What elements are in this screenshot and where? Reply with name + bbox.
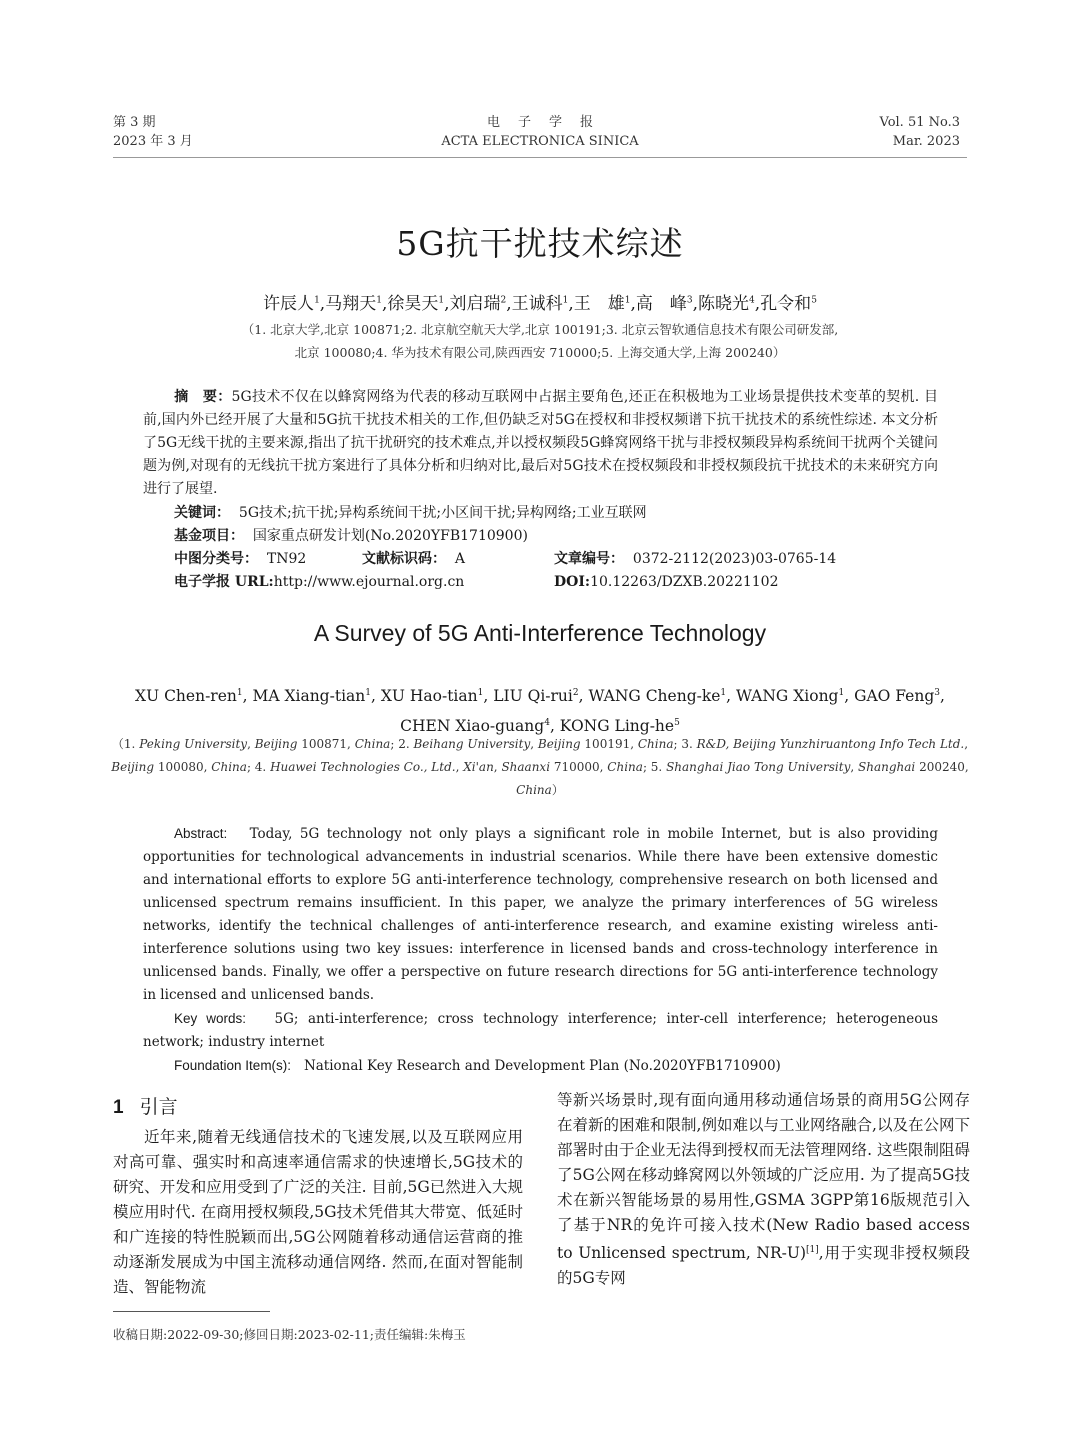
fund-label-en: Foundation Item(s):: [174, 1058, 292, 1073]
author-cn: [263, 294, 320, 314]
issue-date: 2023 年 3 月: [113, 134, 193, 149]
author-name: 王诚科: [511, 294, 563, 314]
author-name: 许辰人: [263, 294, 315, 314]
abstract-label-cn: 摘 要：: [174, 389, 232, 405]
abstract-cn: [143, 386, 938, 501]
author-cn: [449, 294, 506, 314]
affiliation-marker: 1: [477, 688, 484, 698]
section-title: 引言: [139, 1097, 178, 1118]
body-right-tail: ,用于实现非授权频段的5G专网: [557, 1244, 970, 1288]
fund-cn: [174, 525, 934, 548]
affiliations-cn: [0, 318, 1080, 364]
author-name: GAO Feng: [854, 687, 935, 706]
author-name: XU Chen-ren: [135, 687, 237, 706]
url-doi-row: [174, 571, 934, 594]
url-link[interactable]: http://www.ejournal.org.cn: [273, 574, 465, 590]
author-cn: [760, 294, 817, 314]
author-en: [493, 687, 578, 705]
fund-en: [143, 1054, 938, 1078]
article-no-value: 0372-2112(2023)03-0765-14: [632, 551, 837, 567]
affiliation-line: （1. 北京大学,北京 100871;2. 北京航空航天大学,北京 100191;3. 北京云智软通信息技术有限公司研发部,: [241, 322, 839, 337]
fund-text-en: National Key Research and Development Plan (No.2020YFB1710900): [303, 1058, 781, 1074]
issue-date-en: Mar. 2023: [892, 134, 960, 149]
author-cn: [387, 294, 444, 314]
keywords-label-en: Key words:: [174, 1011, 246, 1026]
author-en: [135, 687, 243, 705]
author-en: [252, 687, 371, 705]
author-cn: [512, 294, 569, 314]
body-column-left: 近年来,随着无线通信技术的飞速发展,以及互联网应用对高可靠、强实时和高速率通信需求的快速增长,5G技术的研究、开发和应用受到了广泛的关注. 目前,5G已然进入大规模应用时代. 在商用授权频段,5G技术凭借其大带宽、低延时和广连接的特性脱颖而出,5G公网随着移动通信运营商的推动逐渐发展成为中国主流移动通信网络. 然而,在面对智能制造、智能物流: [113, 1128, 523, 1296]
affiliation-marker: 2: [500, 295, 507, 306]
affiliation-marker: 1: [624, 295, 631, 306]
volume-number: Vol. 51 No.3: [879, 115, 960, 130]
affiliation-marker: 3: [686, 295, 693, 306]
keywords-en: [143, 1007, 938, 1054]
journal-name-en: ACTA ELECTRONICA SINICA: [441, 134, 639, 149]
affiliation-marker: 5: [811, 295, 817, 306]
doc-code-value: A: [454, 551, 466, 567]
affiliation-marker: 1: [236, 688, 243, 698]
keywords-text-en: 5G; anti-interference; cross technology interference; inter-cell interference; heterogeneous network; industry internet: [143, 1011, 938, 1050]
abstract-label-en: Abstract:: [174, 826, 228, 841]
affiliations-en: （1. Peking University, Beijing 100871, China; 2. Beihang University, Beijing 100191, China; 3. R&D, Beijing Yunzhiruantong Info Tech Ltd., Beijing 100080, China; 4. Huawei Technologies Co., Ltd., Xi'an, Shaanxi 710000, China; 5. Shanghai Jiao Tong University, Shanghai 200240, China）: [111, 737, 969, 797]
affiliation-marker: 1: [720, 688, 727, 698]
paper-title-cn: 5G抗干扰技术综述: [396, 224, 684, 263]
author-name: LIU Qi-rui: [493, 687, 573, 706]
author-name: 刘启瑞: [449, 294, 501, 314]
author-cn: [636, 294, 693, 314]
doi-label: DOI:: [554, 574, 591, 590]
fund-text-cn: 国家重点研发计划(No.2020YFB1710900): [252, 528, 528, 544]
header-rule: [113, 157, 967, 158]
affiliation-marker: 3: [934, 688, 940, 698]
author-cn: [574, 294, 631, 314]
running-header-right: [880, 113, 961, 151]
clc-label: 中图分类号：: [174, 551, 258, 567]
affiliation-marker: 1: [314, 295, 320, 306]
body-right-text: 等新兴场景时,现有面向通用移动通信场景的商用5G公网存在着新的困难和限制,例如难以与工业网络融合,以及在公网下部署时由于企业无法得到授权而无法管理网络. 这些限制阻碍了5G公网在移动蜂窝网以外领域的广泛应用. 为了提高5G技术在新兴智能场景的易用性,GSMA 3GPP第16版规范引入了基于NR的免许可接入技术(New Radio based access to Unlicensed spectrum, NR-U): [557, 1091, 970, 1263]
affiliation-marker: 2: [572, 688, 579, 698]
keywords-text-cn: 5G技术;抗干扰;异构系统间干扰;小区间干扰;异构网络;工业互联网: [238, 505, 647, 521]
author-cn: [325, 294, 382, 314]
author-name: 徐昊天: [387, 294, 439, 314]
author-name: KONG Ling-he: [559, 717, 675, 736]
author-name: WANG Xiong: [736, 687, 839, 706]
author-name: 马翔天: [325, 294, 377, 314]
classification-row: [174, 548, 934, 571]
abstract-paragraph-en: [143, 822, 938, 1007]
author-name: 孔令和: [760, 294, 812, 314]
doc-code-label: 文献标识码：: [362, 551, 446, 567]
affiliation-marker: 4: [749, 295, 755, 306]
doi-link[interactable]: 10.12263/DZXB.20221102: [590, 574, 779, 590]
author-en: [381, 687, 484, 705]
author-list-en: XU Chen-ren$^1$, MA Xiang-tian$^1$, XU Hao-tian$^1$, LIU Qi-rui$^2$, WANG Cheng-$ke^1$, WANG Xiong$^1$, GAO Feng$^3$, CHEN Xiao-guang$^4$, KONG Ling-$he^5$: [135, 687, 945, 736]
author-name: 高 峰: [635, 294, 687, 314]
author-cn: [698, 294, 755, 314]
affiliation-line: 北京 100080;4. 华为技术有限公司,陕西西安 710000;5. 上海交通大学,上海 200240）: [294, 345, 786, 360]
affiliation-marker: 1: [562, 295, 569, 306]
footnote-rule: [113, 1311, 270, 1312]
author-name: 陈晓光: [698, 294, 750, 314]
section-number: 1: [113, 1097, 124, 1118]
clc-value: TN92: [266, 551, 307, 567]
affiliation-marker: 1: [376, 295, 382, 306]
url-label: 电子学报 URL:: [174, 574, 274, 590]
abstract-text-cn: 5G技术不仅在以蜂窝网络为代表的移动互联网中占据主要角色,还正在积极地为工业场景提供技术变革的契机. 目前,国内外已经开展了大量和5G抗干扰技术相关的工作,但仍缺乏对5G在授权和非授权频谱下抗干扰技术的系统性综述. 本文分析了5G无线干扰的主要来源,指出了抗干扰研究的技术难点,并以授权频段5G蜂窝网络干扰与非授权频段异构系统间干扰两个关键问题为例,对现有的无线抗干扰方案进行了具体分析和归纳对比,最后对5G技术在授权频段和非授权频段抗干扰技术的未来研究方向进行了展望.: [143, 389, 939, 497]
affiliation-marker: 4: [544, 718, 550, 729]
author-en: [588, 687, 726, 705]
fund-label-cn: 基金项目：: [174, 528, 244, 544]
author-name: WANG Cheng-ke: [588, 687, 721, 706]
affiliation-marker: 1: [438, 295, 445, 306]
article-no-label: 文章编号：: [554, 551, 624, 567]
issue-number: 第 3 期: [113, 115, 156, 130]
affiliation-marker: 1: [365, 688, 371, 698]
keywords-cn: [174, 502, 934, 525]
body-column-right: [557, 1088, 970, 1291]
abstract-text-en: Today, 5G technology not only plays a significant role in mobile Internet, but is also providing opportunities for technological advancements in industrial scenarios. While there have been extensive domestic and international efforts to explore 5G anti-interference technology, comprehensive research on both licensed and unlicensed spectrum remains insufficient. In this paper, we analyze the primary interferences of 5G wireless networks, identify the technical challenges of anti-interference research, and examine existing wireless anti-interference solutions using two key issues: interference in licensed bands and cross-technology interference in unlicensed bands. Finally, we offer a perspective on future research directions for 5G anti-interference technology in licensed and unlicensed bands.: [143, 826, 939, 1003]
affiliation-marker: 1: [838, 688, 845, 698]
footnote-dates: 收稿日期:2022-09-30;修回日期:2023-02-11;责任编辑:朱梅玉: [113, 1327, 466, 1342]
journal-name-cn: 电子学报: [486, 115, 611, 130]
section-heading: [113, 1092, 178, 1119]
author-list-cn: 许辰人$^1$,马翔天$^1$,徐昊天$^1$,刘启瑞$^2$,王诚科$^1$,王 雄$^1$,高 峰$^3$,陈晓光$^4$,孔令和$^5$: [263, 294, 817, 314]
author-name: CHEN Xiao-guang: [400, 717, 545, 736]
author-name: XU Hao-tian: [380, 687, 478, 706]
paper-title-en: A Survey of 5G Anti-Interference Technology: [313, 620, 767, 646]
author-name: MA Xiang-tian: [252, 687, 366, 706]
author-en: [736, 687, 844, 705]
affiliation-marker: 5: [674, 718, 680, 729]
keywords-label-cn: 关键词：: [174, 505, 230, 521]
citation-link[interactable]: [1]: [806, 1245, 819, 1255]
author-en: [854, 687, 940, 705]
author-name: 王 雄: [573, 294, 625, 314]
abstract-en: [143, 822, 938, 1078]
